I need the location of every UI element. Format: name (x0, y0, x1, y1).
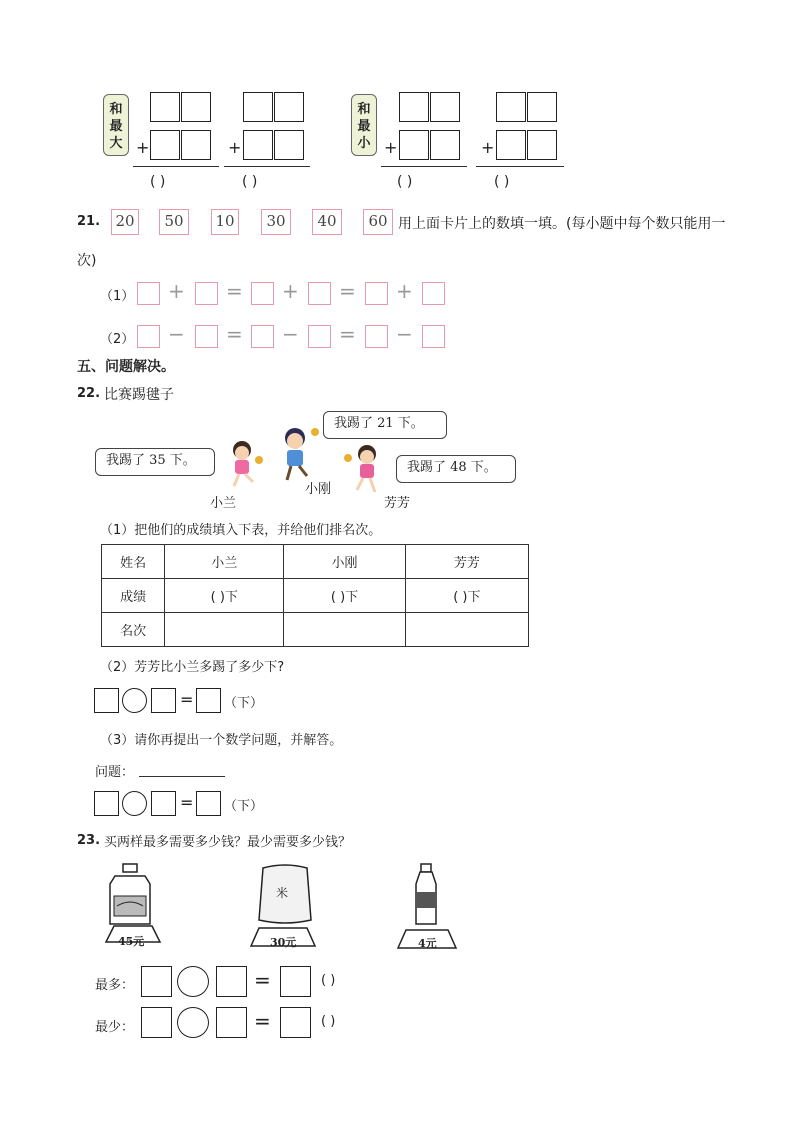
digit-box[interactable] (527, 130, 557, 160)
equals-sign: = (180, 793, 194, 812)
minus-sign: − (396, 322, 413, 346)
table-row (102, 579, 529, 613)
answer-box[interactable] (196, 688, 221, 713)
answer-paren[interactable]: ( ) (321, 1014, 336, 1029)
plus-sign: + (481, 138, 495, 157)
table-header-cell: 小刚 (284, 545, 405, 579)
plus-sign: + (384, 138, 398, 157)
digit-box[interactable] (399, 130, 429, 160)
q22-sub3: （3）请你再提出一个数学问题，并解答。 (100, 733, 343, 748)
minus-sign: − (168, 322, 185, 346)
table-row-label: 名次 (102, 613, 165, 647)
number-card: 40 (312, 209, 342, 235)
girl-fangfang-icon (344, 445, 376, 492)
answer-paren[interactable]: ( ) (494, 174, 510, 190)
answer-box[interactable] (196, 791, 221, 816)
digit-box[interactable] (399, 92, 429, 122)
boy-xiaogang-icon (285, 428, 319, 480)
table-header-cell: 姓名 (102, 545, 165, 579)
plus-sign: + (396, 279, 413, 303)
equals-sign: = (339, 279, 356, 303)
plus-sign: + (282, 279, 299, 303)
question-label: 问题： (95, 765, 135, 780)
section-title: 五、问题解决。 (77, 359, 175, 375)
rank-cell[interactable] (405, 613, 528, 647)
rice-bag-text: 米 (276, 886, 289, 900)
number-card: 20 (111, 209, 139, 235)
answer-box[interactable] (365, 282, 388, 305)
unit-label: （下） (224, 696, 264, 711)
sum-max-label: 和最大 (103, 94, 129, 156)
answer-box[interactable] (308, 282, 331, 305)
rank-cell[interactable] (284, 613, 405, 647)
answer-box[interactable] (216, 1007, 247, 1038)
question-number: 21. (77, 214, 101, 229)
digit-box[interactable] (150, 92, 180, 122)
equals-sign: = (339, 322, 356, 346)
sub-label: （1） (100, 289, 135, 304)
answer-box[interactable] (280, 966, 311, 997)
name-fangfang: 芳芳 (384, 496, 411, 511)
unit-label: （下） (224, 799, 264, 814)
answer-box[interactable] (216, 966, 247, 997)
digit-box[interactable] (496, 130, 526, 160)
q23-title: 买两样最多需要多少钱？最少需要多少钱？ (104, 835, 352, 850)
number-card: 10 (211, 209, 239, 235)
digit-box[interactable] (274, 130, 304, 160)
question-number: 22. (77, 386, 101, 401)
digit-box[interactable] (430, 130, 460, 160)
digit-box[interactable] (243, 92, 273, 122)
score-table (101, 544, 529, 647)
sum-line (476, 166, 564, 167)
q21-instruction-cont: 次) (77, 253, 97, 269)
answer-box[interactable] (141, 966, 172, 997)
price-oil: 45元 (118, 935, 145, 948)
score-cell[interactable]: ( )下 (284, 579, 405, 613)
q22-sub1: （1）把他们的成绩填入下表，并给他们排名次。 (100, 523, 382, 538)
answer-box[interactable] (251, 282, 274, 305)
plus-sign: + (168, 279, 185, 303)
answer-box[interactable] (137, 325, 160, 348)
answer-box[interactable] (251, 325, 274, 348)
min-label: 最少： (95, 1020, 135, 1035)
number-card: 30 (261, 209, 291, 235)
operator-circle[interactable] (122, 688, 147, 713)
plus-sign: + (136, 138, 150, 157)
equals-sign: = (254, 1009, 271, 1033)
answer-box[interactable] (195, 282, 218, 305)
equals-sign: = (226, 279, 243, 303)
digit-box[interactable] (181, 130, 211, 160)
price-water: 4元 (418, 937, 437, 950)
digit-box[interactable] (243, 130, 273, 160)
answer-box[interactable] (422, 282, 445, 305)
digit-box[interactable] (430, 92, 460, 122)
answer-paren[interactable]: ( ) (397, 174, 413, 190)
score-cell[interactable]: ( )下 (165, 579, 284, 613)
operator-circle[interactable] (122, 791, 147, 816)
number-card: 60 (363, 209, 393, 235)
answer-box[interactable] (151, 688, 176, 713)
score-cell[interactable]: ( )下 (405, 579, 528, 613)
answer-box[interactable] (308, 325, 331, 348)
minus-sign: − (282, 322, 299, 346)
girl-xiaolan-icon (233, 441, 263, 486)
table-row (102, 613, 529, 647)
answer-paren[interactable]: ( ) (242, 174, 258, 190)
sub-label: （2） (100, 332, 135, 347)
digit-box[interactable] (150, 130, 180, 160)
price-rice: 30元 (270, 936, 297, 949)
speech-bubble-fangfang: 我踢了 48 下。 (396, 455, 516, 483)
table-header-cell: 小兰 (165, 545, 284, 579)
q22-title: 比赛踢毽子 (104, 387, 174, 403)
speech-bubble-xiaolan: 我踢了 35 下。 (95, 448, 215, 476)
answer-box[interactable] (422, 325, 445, 348)
answer-box[interactable] (280, 1007, 311, 1038)
sum-line (381, 166, 467, 167)
answer-box[interactable] (137, 282, 160, 305)
answer-box[interactable] (141, 1007, 172, 1038)
digit-box[interactable] (496, 92, 526, 122)
answer-box[interactable] (365, 325, 388, 348)
speech-bubble-xiaogang: 我踢了 21 下。 (323, 411, 447, 439)
sum-line (224, 166, 310, 167)
q22-sub2: （2）芳芳比小兰多踢了多少下? (100, 660, 285, 675)
question-blank[interactable] (139, 776, 225, 777)
plus-sign: + (228, 138, 242, 157)
rank-cell[interactable] (165, 613, 284, 647)
number-card: 50 (159, 209, 189, 235)
q21-instruction: 用上面卡片上的数填一填。(每小题中每个数只能用一 (398, 216, 726, 232)
operator-circle[interactable] (177, 1007, 209, 1038)
answer-paren[interactable]: ( ) (150, 174, 166, 190)
equals-sign: = (254, 968, 271, 992)
table-header-cell: 芳芳 (405, 545, 528, 579)
answer-box[interactable] (94, 791, 119, 816)
sum-min-label: 和最小 (351, 94, 377, 156)
max-label: 最多： (95, 978, 135, 993)
answer-paren[interactable]: ( ) (321, 973, 336, 988)
table-row (102, 545, 529, 579)
digit-box[interactable] (527, 92, 557, 122)
question-number: 23. (77, 833, 101, 848)
name-xiaogang: 小刚 (305, 482, 332, 497)
table-row-label: 成绩 (102, 579, 165, 613)
equals-sign: = (226, 322, 243, 346)
digit-box[interactable] (181, 92, 211, 122)
sum-line (133, 166, 219, 167)
equals-sign: = (180, 690, 194, 709)
name-xiaolan: 小兰 (210, 496, 237, 511)
digit-box[interactable] (274, 92, 304, 122)
answer-box[interactable] (195, 325, 218, 348)
answer-box[interactable] (151, 791, 176, 816)
operator-circle[interactable] (177, 966, 209, 997)
answer-box[interactable] (94, 688, 119, 713)
